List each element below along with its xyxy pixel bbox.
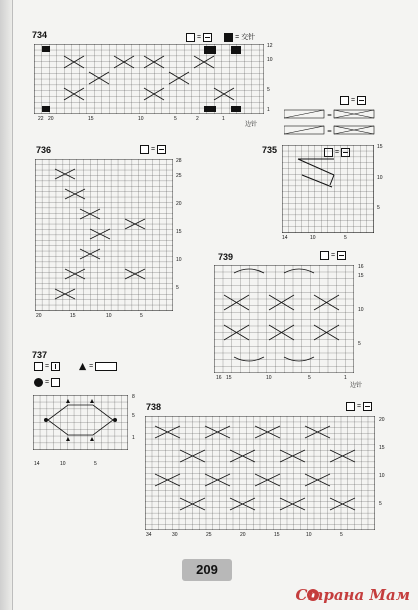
vertical-bar-symbol-icon (51, 362, 60, 371)
page-number: 209 (182, 559, 232, 581)
legend-737-a: = = (34, 362, 117, 371)
bobble-symbol-icon (34, 378, 43, 387)
knit-symbol-icon (346, 402, 355, 411)
purl-symbol-icon (337, 251, 346, 260)
legend-737-b: = (34, 378, 60, 387)
legend-739: = (320, 251, 346, 260)
purl-symbol-icon (357, 96, 366, 105)
knit-symbol-icon (186, 33, 195, 42)
binding-gutter (12, 0, 13, 610)
chart-737 (33, 395, 128, 450)
pattern-number-737: 737 (32, 350, 48, 360)
watermark: Страна Мам (295, 586, 410, 604)
filled-square-icon (224, 33, 233, 42)
chart-739 (214, 265, 354, 373)
cable-legend-symbols (284, 108, 379, 136)
chart-736 (35, 159, 173, 311)
purl-symbol-icon (363, 402, 372, 411)
cross-stitch-label: 交针 (241, 34, 256, 41)
purl-symbol-icon (203, 33, 212, 42)
pattern-number-738: 738 (146, 402, 162, 412)
chart-738 (145, 416, 375, 530)
legend-cable-1: = (340, 96, 366, 105)
pattern-number-739: 739 (218, 252, 234, 262)
purl-symbol-icon (157, 145, 166, 154)
svg-text:=: = (327, 112, 333, 119)
knit-symbol-icon (34, 362, 43, 371)
legend-736: = (140, 145, 166, 154)
knit-symbol-icon (340, 96, 349, 105)
chart-735 (282, 145, 374, 233)
svg-text:=: = (327, 128, 333, 135)
legend-734: = = 交针 (186, 32, 255, 42)
triangle-symbol-icon (78, 362, 87, 371)
knit-symbol-icon (140, 145, 149, 154)
chart-734 (34, 44, 264, 114)
page-edge (0, 0, 12, 610)
bobble-box-symbol-icon (51, 378, 60, 387)
decrease-symbol-icon (95, 362, 117, 371)
knit-symbol-icon (320, 251, 329, 260)
legend-738: = (346, 402, 372, 411)
pattern-number-735: 735 (262, 145, 278, 155)
pattern-number-734: 734 (32, 30, 48, 40)
pattern-number-736: 736 (36, 145, 52, 155)
